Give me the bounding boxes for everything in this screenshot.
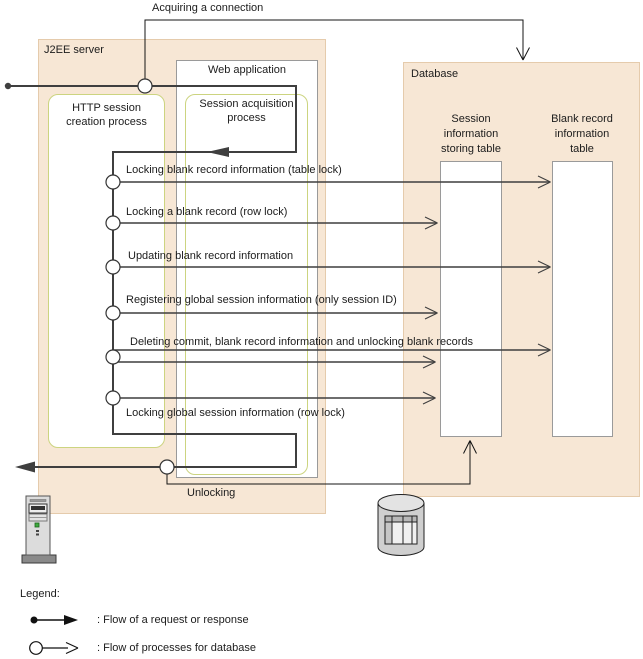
- legend-item-request: [28, 612, 249, 628]
- http-session-creation-process-box: [48, 94, 165, 448]
- step-label-3: Updating blank record information: [128, 250, 294, 262]
- step-label-2: Locking a blank record (row lock): [126, 206, 288, 218]
- legend-request-label: : Flow of a request or response: [97, 614, 249, 626]
- unlocking-label: Unlocking: [187, 487, 236, 499]
- database-label: Database: [411, 68, 459, 80]
- j2ee-server-label: J2EE server: [44, 44, 104, 56]
- session-process-label: Session acquisition process: [199, 98, 294, 124]
- response-out-arrowhead: [15, 462, 35, 473]
- step-label-6: Locking global session information (row lock): [126, 407, 345, 419]
- database-process-arrow-icon: [28, 640, 84, 656]
- web-application-label: Web application: [207, 64, 287, 76]
- blank-record-information-table: [552, 161, 613, 437]
- session-information-storing-table: [440, 161, 502, 437]
- database-icon: [378, 495, 424, 556]
- legend-item-process: [28, 640, 256, 656]
- acquiring-connection-label: Acquiring a connection: [152, 2, 264, 14]
- session-table-label: Session information storing table: [441, 113, 501, 155]
- http-process-label: HTTP session creation process: [66, 102, 147, 128]
- legend-title: Legend:: [20, 588, 60, 600]
- request-response-arrow-icon: [28, 612, 84, 628]
- step-label-4: Registering global session information (only session ID): [126, 294, 397, 306]
- connection-arrowhead: [517, 48, 530, 61]
- blank-table-label: Blank record information table: [551, 113, 613, 155]
- legend-process-label: : Flow of processes for database: [97, 642, 256, 654]
- step-label-5: Deleting commit, blank record information and unlocking blank records: [130, 336, 474, 348]
- step-label-1: Locking blank record information (table lock): [126, 164, 342, 176]
